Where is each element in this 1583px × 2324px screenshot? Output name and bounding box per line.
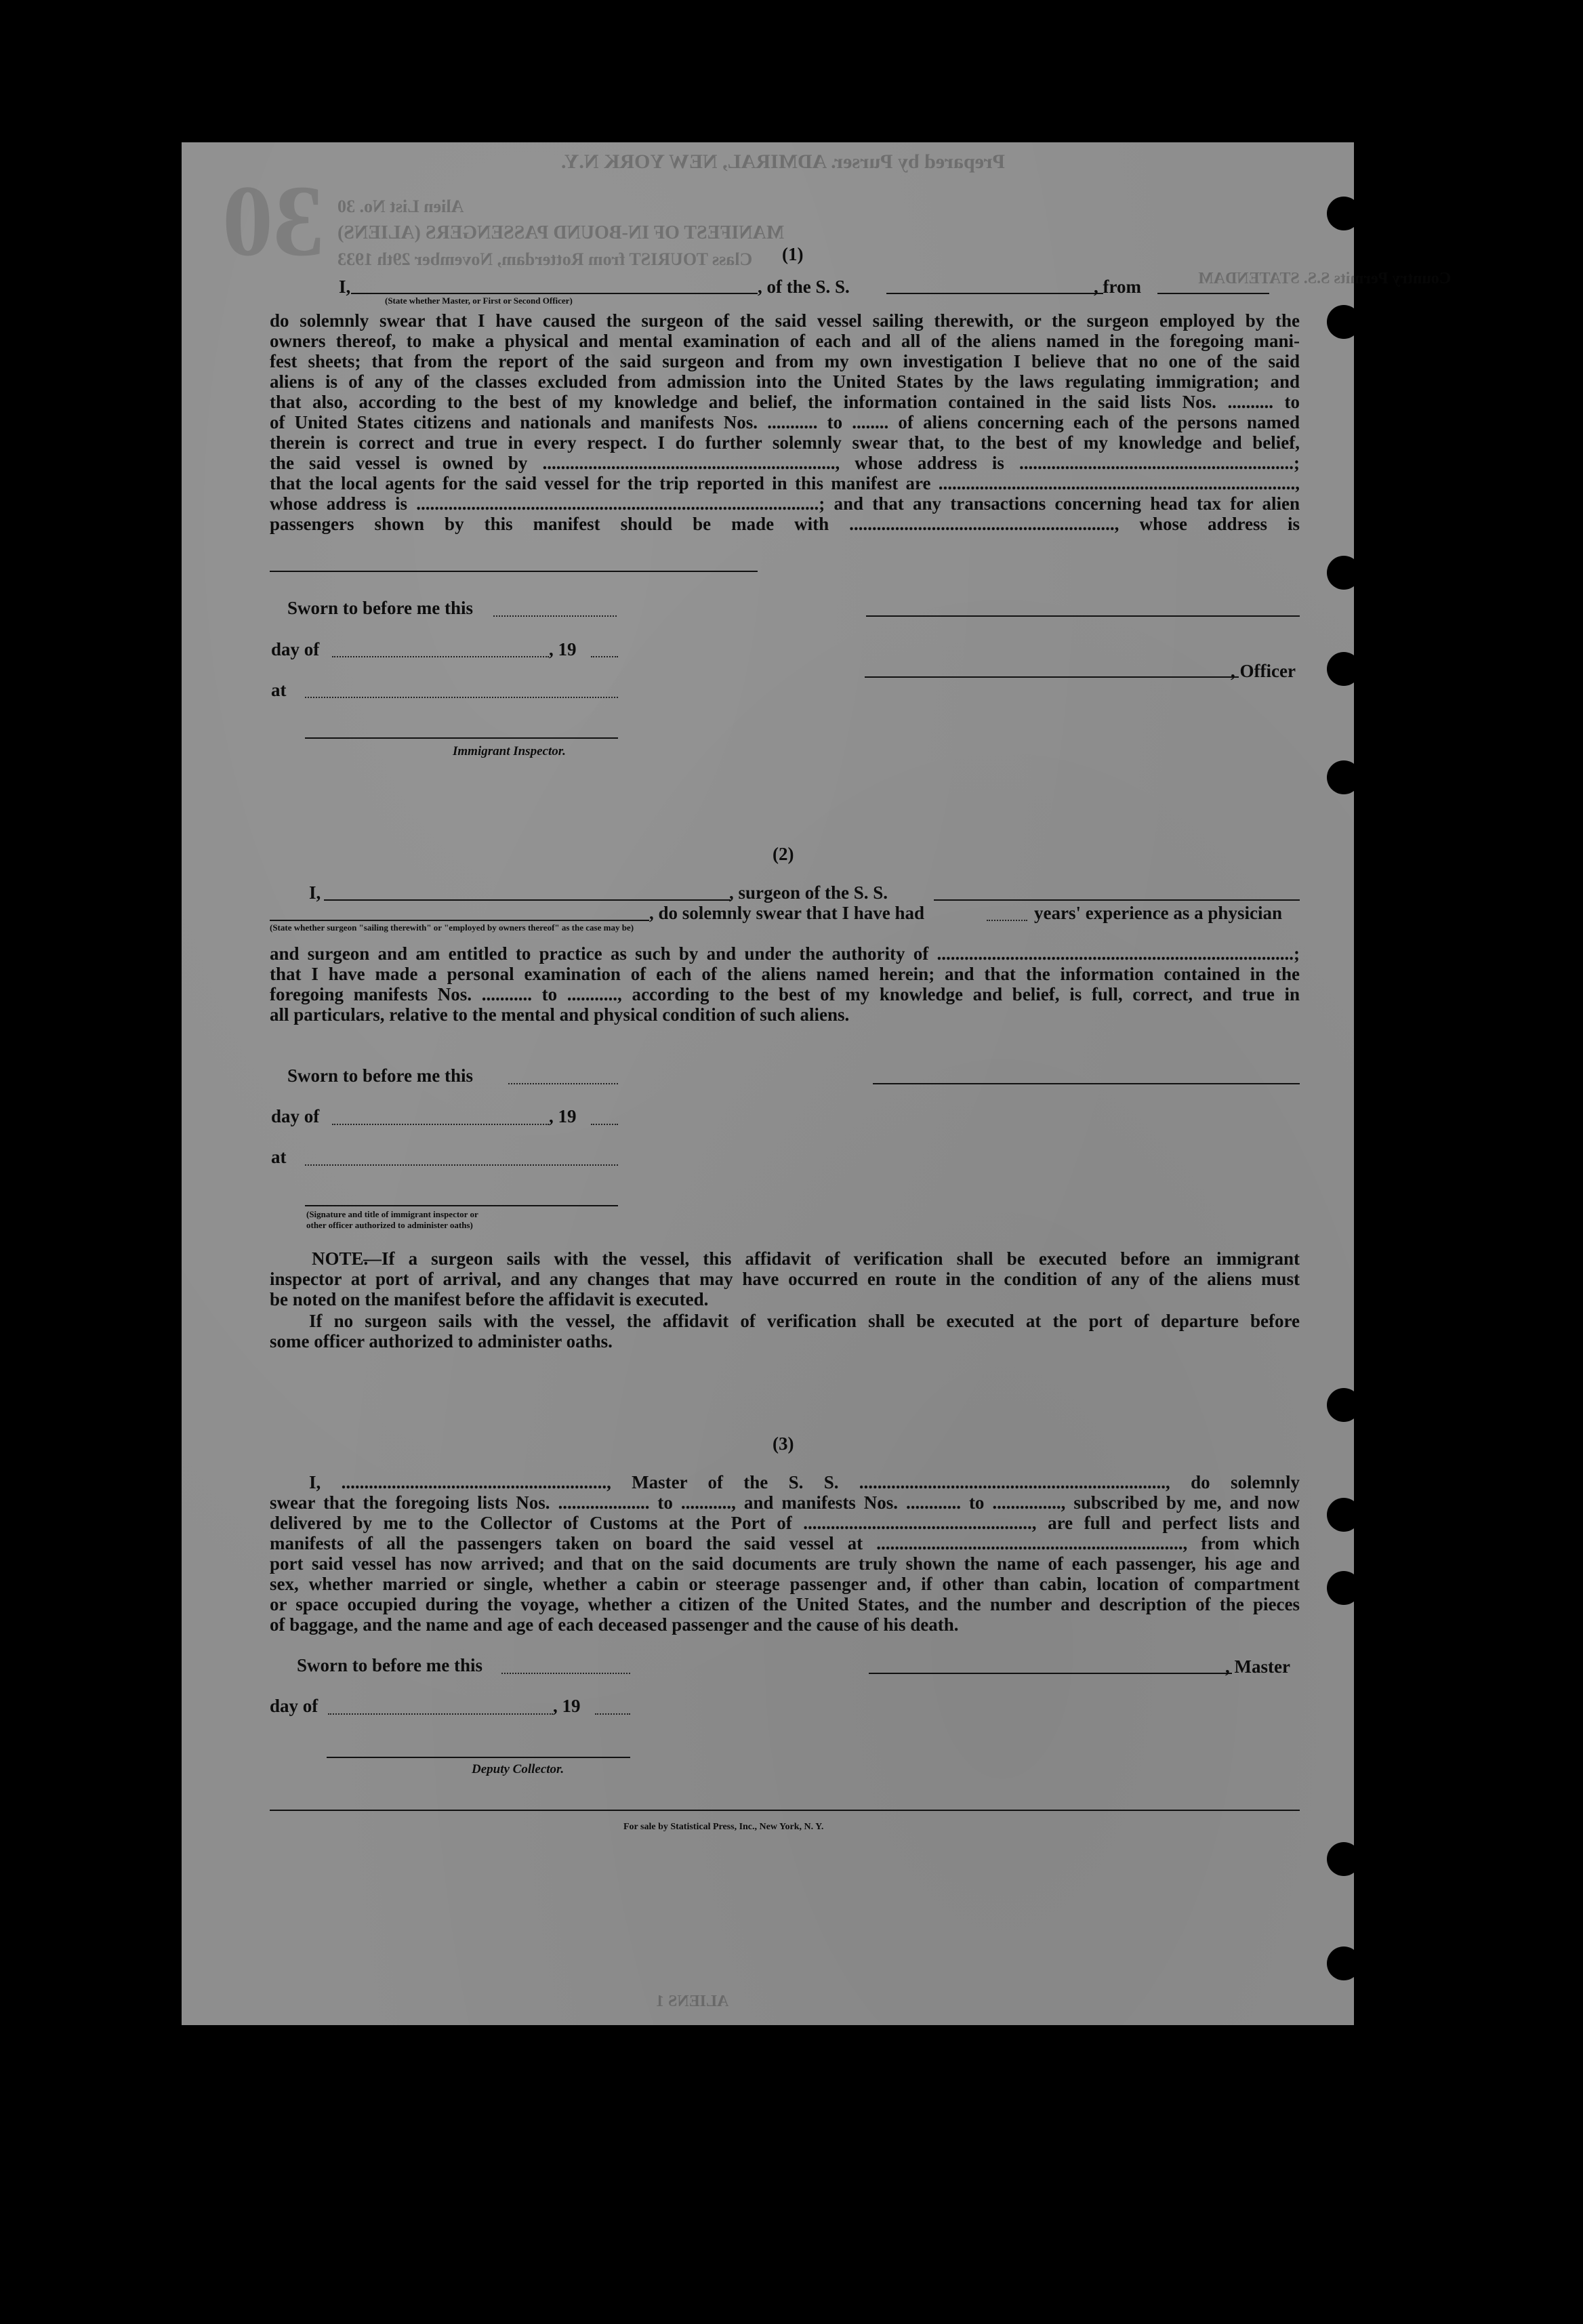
section3-master-line [869,1673,1232,1674]
section1-heading: (1) [782,244,804,264]
section2-sig-label-2: other officer authorized to administer oaths) [306,1220,473,1230]
section1-address-line [270,571,758,572]
section1-year-blank [591,656,618,657]
section3-collector-label: Deputy Collector. [472,1762,564,1776]
section3-sworn: Sworn to before me this [297,1655,482,1675]
note-line-2: inspector at port of arrival, and any changes that may have occurred en route in the condition of any of the aliens must [270,1269,1300,1289]
section2-inspector-line [305,1205,618,1206]
mirrored-top-line: Prepared by Purser. ADMIRAL, NEW YORK N.Y. [561,150,1006,173]
section1-day-blank [332,656,549,657]
note-line-4: If no surgeon sails with the vessel, the affidavit of verification shall be executed at the port of departure before [309,1311,1300,1331]
section1-nineteen: , 19 [549,639,577,659]
section2-sig-label-1: (Signature and title of immigrant inspector or [306,1209,478,1219]
section3-sworn-blank [501,1673,630,1674]
section2-at-blank [305,1164,618,1166]
footer-imprint: For sale by Statistical Press, Inc., New York, N. Y. [623,1822,824,1832]
footer-rule [270,1810,1300,1811]
mirrored-form-name: MANIFEST OF IN-BOUND PASSENGERS (ALIENS) [337,222,785,243]
section2-heading: (2) [773,844,794,864]
section3-line-1: I, .........................................................., Master of the S. S. ..................................................................., do solemnly [309,1472,1300,1492]
section1-line-8: the said vessel is owned by ................................................................, whose address is ............................................................; [270,453,1300,473]
section1-day-of: day of [271,639,320,659]
punch-hole [1327,1842,1361,1876]
section1-i: I, [339,277,351,297]
section1-signature-line [866,615,1300,617]
section2-sworn-blank [508,1083,618,1084]
section1-line-11: passengers shown by this manifest should be made with .........................................................., whose address is [270,514,1300,534]
note-label: NOTE. [312,1248,369,1269]
section3-heading: (3) [773,1433,794,1454]
section1-inspector-line [305,737,618,739]
note-line-5: some officer authorized to administer oaths. [270,1331,613,1351]
section1-sworn-blank [493,615,617,617]
bleed-through-number: 30 [222,165,324,277]
section1-name-line [351,293,758,294]
section2-line-2: that I have made a personal examination of each of the aliens named herein; and that the information contained in the [270,964,1300,984]
section3-line-3: delivered by me to the Collector of Customs at the Port of .................................................., are full and perfect lists and [270,1513,1300,1533]
section1-line-9: that the local agents for the said vessel for the trip reported in this manifest are .............................................................................., [270,473,1300,493]
mirrored-class-line: Class TOURIST from Rotterdam, November 29th 1933 [337,249,753,269]
section1-at-blank [305,697,618,698]
section2-at: at [271,1147,287,1167]
section1-from: , from [1094,277,1141,297]
section3-line-6: sex, whether married or single, whether a cabin or steerage passenger and, if other than cabin, location of compartment [270,1574,1300,1594]
section2-year-blank [591,1124,618,1125]
punch-hole [1327,652,1361,686]
section3-day-blank [328,1713,553,1715]
section1-officer: , Officer [1231,661,1296,681]
section1-of-ss: , of the S. S. [758,277,850,297]
section1-line-6: of United States citizens and nationals and manifests Nos. ........... to ........ of aliens concerning each of the persons named [270,412,1300,432]
section2-years: years' experience as a physician [1034,903,1282,923]
section2-day-blank [332,1124,549,1125]
punch-hole [1327,1946,1361,1980]
section3-year-blank [595,1713,630,1715]
section3-master: , Master [1225,1656,1290,1677]
punch-hole [1327,1388,1361,1422]
section1-line-2: owners thereof, to make a physical and mental examination of each and all of the aliens named in the foregoing mani- [270,331,1300,351]
section2-line-3: foregoing manifests Nos. ........... to ..........., according to the best of my knowledge and belief, is full, correct, and true in [270,984,1300,1004]
section2-ship-line [934,899,1300,901]
section3-line-4: manifests of all the passengers taken on board the said vessel at ..................................................................., from which [270,1533,1300,1553]
section1-line-4: aliens is of any of the classes excluded from admission into the United States by the laws regulating immigration; and [270,371,1300,392]
punch-hole [1327,197,1361,230]
section2-name-line [324,899,731,901]
section2-line-1: and surgeon and am entitled to practice as such by and under the authority of ..............................................................................; [270,943,1300,964]
section2-signature-line [873,1083,1300,1084]
section3-line-7: or space occupied during the voyage, whether a citizen of the United States, and the number and description of the pieces [270,1594,1300,1614]
section1-ship-line [886,293,1103,294]
section2-i: I, [309,882,321,903]
note-line-1: —If a surgeon sails with the vessel, this affidavit of verification shall be executed before an immigrant [363,1248,1300,1269]
section2-line-4: all particulars, relative to the mental and physical condition of such aliens. [270,1004,850,1025]
section1-sworn: Sworn to before me this [287,598,473,618]
section1-line-7: therein is correct and true in every respect. I do further solemnly swear that, to the best of my knowledge and belief, [270,432,1300,453]
section3-line-8: of baggage, and the name and age of each deceased passenger and the cause of his death. [270,1614,959,1635]
section3-line-2: swear that the foregoing lists Nos. .................... to ..........., and manifests Nos. ............ to ..............., subscribed by me, and now [270,1492,1300,1513]
section1-line-10: whose address is ........................................................................................; and that any transactions concerning head tax for alien [270,493,1300,514]
section1-line-3: fest sheets; that from the report of the said surgeon and from my own investigation I believe that no one of the said [270,351,1300,371]
punch-hole [1327,760,1361,794]
note-line-3: be noted on the manifest before the affidavit is executed. [270,1289,709,1309]
punch-hole [1327,1498,1361,1532]
section2-under-label: (State whether surgeon "sailing therewith" or "employed by owners thereof" as the case may be) [270,922,634,933]
section1-line-1: do solemnly swear that I have caused the surgeon of the said vessel sailing therewith, or the surgeon employed by the [270,310,1300,331]
section1-at: at [271,680,287,700]
section1-under-label: (State whether Master, or First or Second Officer) [385,295,573,306]
section3-nineteen: , 19 [553,1696,581,1716]
section2-swear: , do solemnly swear that I have had [649,903,925,923]
section2-status-line [270,920,649,921]
section2-nineteen: , 19 [549,1106,577,1126]
section1-officer-line [865,676,1239,678]
mirrored-list-no: Alien List No. 30 [337,197,464,216]
punch-hole [1327,305,1361,339]
section3-day-of: day of [270,1696,318,1716]
punch-hole [1327,1571,1361,1605]
section1-from-line [1157,293,1269,294]
section3-collector-line [327,1757,630,1758]
section2-years-blank [987,920,1027,921]
mirrored-quota-line: Country Permits S.S. STATENDAM [1198,270,1452,287]
manifest-page [182,142,1452,2025]
section2-surgeon-of: , surgeon of the S. S. [729,882,888,903]
section1-inspector-label: Immigrant Inspector. [453,744,566,758]
section2-day-of: day of [271,1106,320,1126]
mirrored-bottom: ALIENS 1 [656,1993,729,2010]
section1-line-5: that also, according to the best of my knowledge and belief, the information contained in the said lists Nos. .......... to [270,392,1300,412]
punch-hole [1327,556,1361,590]
section2-sworn: Sworn to before me this [287,1065,473,1086]
section3-line-5: port said vessel has now arrived; and that on the said documents are truly shown the name of each passenger, his age and [270,1553,1300,1574]
